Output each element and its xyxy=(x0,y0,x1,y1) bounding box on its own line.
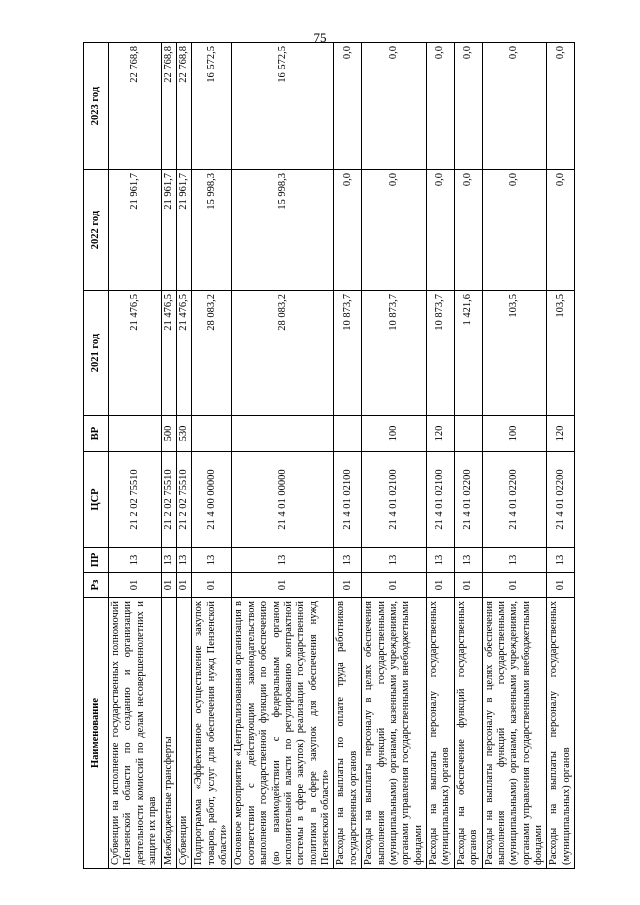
cell-2022: 0,0 xyxy=(427,170,455,291)
cell-name: Субвенции xyxy=(176,598,191,869)
table-row xyxy=(362,43,427,869)
cell-2021: 10 873,7 xyxy=(362,291,427,416)
cell-pr: 13 xyxy=(109,548,162,573)
cell-vr: 100 xyxy=(362,416,427,452)
table-row xyxy=(161,43,176,869)
cell-rz: 01 xyxy=(334,573,362,598)
cell-name: Расходы на выплаты по оплате труда работников государственных органов xyxy=(334,598,362,869)
cell-2022: 0,0 xyxy=(454,170,482,291)
cell-2023: 0,0 xyxy=(362,43,427,170)
cell-name: Расходы на выплаты персоналу государственных (муниципальных) органов xyxy=(547,598,575,869)
table-row xyxy=(454,43,482,869)
cell-rz: 01 xyxy=(176,573,191,598)
col-header-csr: ЦСР xyxy=(84,452,109,548)
cell-2022: 21 961,7 xyxy=(176,170,191,291)
cell-vr xyxy=(454,416,482,452)
cell-2023: 0,0 xyxy=(334,43,362,170)
cell-2021: 103,5 xyxy=(482,291,547,416)
cell-csr: 21 4 01 02200 xyxy=(547,452,575,548)
budget-table xyxy=(83,42,575,869)
cell-name: Подпрограмма «Эффективное осуществление закупок товаров, работ, услуг для обеспечения нужд Пензенской области» xyxy=(192,598,232,869)
cell-csr: 21 4 01 02200 xyxy=(454,452,482,548)
col-header-rz: Рз xyxy=(84,573,109,598)
table-row xyxy=(109,43,162,869)
cell-2022: 21 961,7 xyxy=(161,170,176,291)
cell-csr: 21 4 00 00000 xyxy=(192,452,232,548)
cell-name: Расходы на выплаты персоналу в целях обеспечения выполнения функций государственными (муниципальными) органами, казенными учреждениями, органами управления государственными внебюджетными фондами xyxy=(482,598,547,869)
cell-rz: 01 xyxy=(192,573,232,598)
cell-name: Межбюджетные трансферты xyxy=(161,598,176,869)
cell-csr: 21 2 02 75510 xyxy=(109,452,162,548)
cell-rz: 01 xyxy=(547,573,575,598)
cell-2023: 16 572,5 xyxy=(232,43,334,170)
rotated-table-area xyxy=(83,43,572,869)
cell-2023: 22 768,8 xyxy=(161,43,176,170)
cell-2023: 0,0 xyxy=(454,43,482,170)
table-row xyxy=(232,43,334,869)
table-header-row xyxy=(84,43,109,869)
cell-2022: 0,0 xyxy=(334,170,362,291)
cell-pr: 13 xyxy=(482,548,547,573)
cell-pr: 13 xyxy=(176,548,191,573)
page-number: 75 xyxy=(313,30,327,45)
table-row xyxy=(427,43,455,869)
cell-2022: 0,0 xyxy=(547,170,575,291)
cell-vr: 120 xyxy=(427,416,455,452)
cell-vr: 530 xyxy=(176,416,191,452)
cell-csr: 21 4 01 02200 xyxy=(482,452,547,548)
table-row xyxy=(176,43,191,869)
cell-rz: 01 xyxy=(427,573,455,598)
cell-2022: 21 961,7 xyxy=(109,170,162,291)
cell-2021: 28 083,2 xyxy=(192,291,232,416)
cell-csr: 21 4 01 02100 xyxy=(334,452,362,548)
cell-name: Расходы на обеспечение функций государственных органов xyxy=(454,598,482,869)
cell-pr: 13 xyxy=(454,548,482,573)
cell-vr xyxy=(232,416,334,452)
cell-2022: 15 998,3 xyxy=(192,170,232,291)
col-header-vr: ВР xyxy=(84,416,109,452)
cell-name: Расходы на выплаты персоналу государственных (муниципальных) органов xyxy=(427,598,455,869)
cell-rz: 01 xyxy=(454,573,482,598)
cell-2023: 0,0 xyxy=(427,43,455,170)
cell-2021: 21 476,5 xyxy=(109,291,162,416)
table-row xyxy=(482,43,547,869)
cell-vr: 100 xyxy=(482,416,547,452)
cell-2022: 15 998,3 xyxy=(232,170,334,291)
cell-csr: 21 2 02 75510 xyxy=(161,452,176,548)
cell-pr: 13 xyxy=(362,548,427,573)
cell-csr: 21 4 01 02100 xyxy=(427,452,455,548)
cell-vr: 120 xyxy=(547,416,575,452)
cell-rz: 01 xyxy=(482,573,547,598)
cell-2021: 1 421,6 xyxy=(454,291,482,416)
col-header-2022: 2022 год xyxy=(84,170,109,291)
cell-2021: 103,5 xyxy=(547,291,575,416)
cell-name: Субвенции на исполнение государственных полномочий Пензенской области по созданию и организации деятельности комиссий по делам несовершеннолетних и защите их прав xyxy=(109,598,162,869)
cell-2021: 21 476,5 xyxy=(161,291,176,416)
cell-pr: 13 xyxy=(547,548,575,573)
cell-vr xyxy=(334,416,362,452)
col-header-pr: ПР xyxy=(84,548,109,573)
cell-2022: 0,0 xyxy=(362,170,427,291)
cell-2023: 0,0 xyxy=(547,43,575,170)
cell-vr: 500 xyxy=(161,416,176,452)
cell-name: Расходы на выплаты персоналу в целях обеспечения выполнения функций государственными (муниципальными) органами, казенными учреждениями, органами управления государственными внебюджетными фондами xyxy=(362,598,427,869)
cell-pr: 13 xyxy=(161,548,176,573)
table-row xyxy=(547,43,575,869)
cell-rz: 01 xyxy=(109,573,162,598)
col-header-2021: 2021 год xyxy=(84,291,109,416)
cell-2023: 22 768,8 xyxy=(176,43,191,170)
cell-2021: 10 873,7 xyxy=(334,291,362,416)
cell-pr: 13 xyxy=(334,548,362,573)
cell-csr: 21 4 01 00000 xyxy=(232,452,334,548)
cell-pr: 13 xyxy=(427,548,455,573)
table-row xyxy=(334,43,362,869)
cell-2021: 21 476,5 xyxy=(176,291,191,416)
col-header-name: Наименование xyxy=(84,598,109,869)
cell-2021: 10 873,7 xyxy=(427,291,455,416)
col-header-2023: 2023 год xyxy=(84,43,109,170)
cell-rz: 01 xyxy=(362,573,427,598)
cell-2021: 28 083,2 xyxy=(232,291,334,416)
table-row xyxy=(192,43,232,869)
cell-csr: 21 4 01 02100 xyxy=(362,452,427,548)
cell-pr: 13 xyxy=(232,548,334,573)
cell-vr xyxy=(109,416,162,452)
cell-vr xyxy=(192,416,232,452)
cell-rz: 01 xyxy=(232,573,334,598)
cell-name: Основное мероприятие «Централизованная организация в соответствии с действующим законодательством выполнения государственной функции по обеспечению (во взаимодействии с федеральным органом исполнительной власти по регулированию контрактной системы в сфере закупок) реализации государственной политики в сфере закупок для обеспечения нужд Пензенской области» xyxy=(232,598,334,869)
cell-2023: 22 768,8 xyxy=(109,43,162,170)
cell-2023: 16 572,5 xyxy=(192,43,232,170)
cell-pr: 13 xyxy=(192,548,232,573)
cell-2023: 0,0 xyxy=(482,43,547,170)
cell-csr: 21 2 02 75510 xyxy=(176,452,191,548)
rotated-table-container xyxy=(83,43,572,869)
cell-2022: 0,0 xyxy=(482,170,547,291)
cell-rz: 01 xyxy=(161,573,176,598)
